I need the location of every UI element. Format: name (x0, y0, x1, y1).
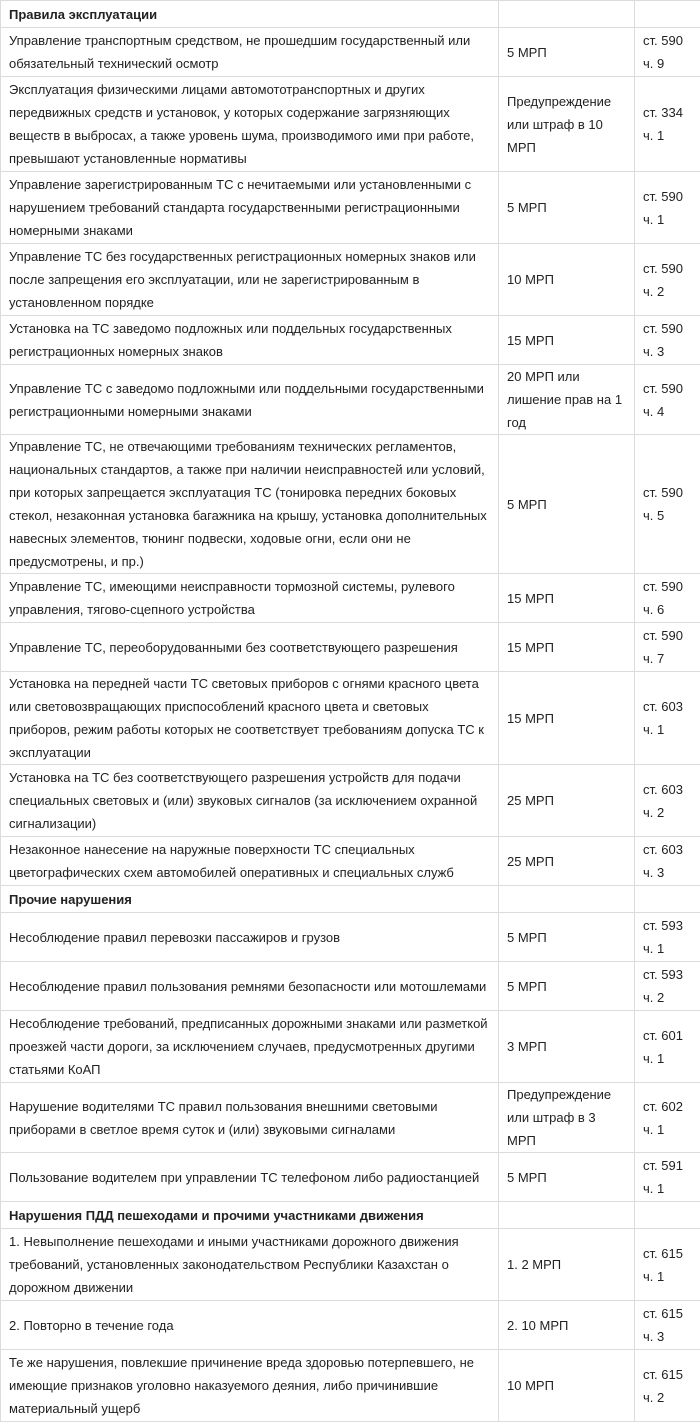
violation-description: Незаконное нанесение на наружные поверхности ТС специальных цветографических схем автомобилей оперативных и специальных служб (1, 837, 499, 886)
violation-description: Несоблюдение требований, предписанных дорожными знаками или разметкой проезжей части дороги, за исключением случаев, предусмотренных другими статьями КоАП (1, 1011, 499, 1083)
penalty-amount: 15 МРП (499, 574, 635, 623)
violation-description: 1. Невыполнение пешеходами и иными участниками дорожного движения требований, установленных законодательством Республики Казахстан о дорожном движении (1, 1229, 499, 1301)
table-row (1, 623, 700, 672)
empty-cell (635, 886, 700, 913)
article-reference: ст. 615 ч. 2 (635, 1350, 700, 1422)
article-reference: ст. 590 ч. 1 (635, 172, 700, 244)
penalty-amount: 10 МРП (499, 1350, 635, 1422)
penalty-amount: 5 МРП (499, 962, 635, 1011)
article-reference: ст. 590 ч. 5 (635, 435, 700, 574)
article-reference: ст. 603 ч. 3 (635, 837, 700, 886)
violation-description: Установка на ТС заведомо подложных или поддельных государственных регистрационных номерных знаков (1, 316, 499, 365)
table-row (1, 244, 700, 316)
penalty-amount: 2. 10 МРП (499, 1301, 635, 1350)
table-row (1, 1083, 700, 1153)
violation-description: Управление зарегистрированным ТС с нечитаемыми или установленными с нарушением требований стандарта государственными регистрационными номерными знаками (1, 172, 499, 244)
section-header-row (1, 886, 700, 913)
violation-description: Управление транспортным средством, не прошедшим государственный или обязательный технический осмотр (1, 28, 499, 77)
table-row (1, 1301, 700, 1350)
table-row (1, 316, 700, 365)
table-row (1, 574, 700, 623)
penalty-amount: 25 МРП (499, 765, 635, 837)
penalty-amount: 15 МРП (499, 623, 635, 672)
empty-cell (499, 1202, 635, 1229)
section-title: Прочие нарушения (1, 886, 499, 913)
article-reference: ст. 603 ч. 1 (635, 672, 700, 765)
table-row (1, 172, 700, 244)
article-reference: ст. 590 ч. 6 (635, 574, 700, 623)
table-row (1, 1153, 700, 1202)
table-row (1, 28, 700, 77)
violation-description: Управление ТС без государственных регистрационных номерных знаков или после запрещения его эксплуатации, или не зарегистрированным в установленном порядке (1, 244, 499, 316)
penalty-amount: 5 МРП (499, 28, 635, 77)
penalty-amount: 15 МРП (499, 316, 635, 365)
violation-description: Установка на передней части ТС световых приборов с огнями красного цвета или световозвращающих приспособлений красного цвета и световых приборов, режим работы которых не соответствует требованиям допуска ТС к эксплуатации (1, 672, 499, 765)
empty-cell (499, 886, 635, 913)
section-title: Правила эксплуатации (1, 1, 499, 28)
empty-cell (635, 1202, 700, 1229)
article-reference: ст. 590 ч. 2 (635, 244, 700, 316)
table-row (1, 1011, 700, 1083)
penalty-amount: 25 МРП (499, 837, 635, 886)
article-reference: ст. 334 ч. 1 (635, 77, 700, 172)
table-row (1, 77, 700, 172)
section-header-row (1, 1202, 700, 1229)
penalty-amount: 10 МРП (499, 244, 635, 316)
section-title: Нарушения ПДД пешеходами и прочими участниками движения (1, 1202, 499, 1229)
article-reference: ст. 590 ч. 9 (635, 28, 700, 77)
violation-description: Нарушение водителями ТС правил пользования внешними световыми приборами в светлое время суток и (или) звуковыми сигналами (1, 1083, 499, 1153)
table-row (1, 765, 700, 837)
violation-description: 2. Повторно в течение года (1, 1301, 499, 1350)
table-row (1, 837, 700, 886)
violation-description: Управление ТС с заведомо подложными или поддельными государственными регистрационными номерными знаками (1, 365, 499, 435)
violation-description: Управление ТС, не отвечающими требованиям технических регламентов, национальных стандартов, а также при наличии неисправностей или условий, при которых запрещается эксплуатация ТС (тонировка передних боковых стекол, незаконная установка багажника на крышу, установка дополнительных навесных элементов, тюнинг подвески, ходовые огни, если они не предусмотрены, и пр.) (1, 435, 499, 574)
violation-description: Управление ТС, переоборудованными без соответствующего разрешения (1, 623, 499, 672)
article-reference: ст. 590 ч. 3 (635, 316, 700, 365)
table-row (1, 913, 700, 962)
article-reference: ст. 593 ч. 1 (635, 913, 700, 962)
table-row (1, 365, 700, 435)
penalty-amount: Предупреждение или штраф в 10 МРП (499, 77, 635, 172)
violation-description: Пользование водителем при управлении ТС телефоном либо радиостанцией (1, 1153, 499, 1202)
violation-description: Несоблюдение правил перевозки пассажиров и грузов (1, 913, 499, 962)
penalty-amount: Предупреждение или штраф в 3 МРП (499, 1083, 635, 1153)
penalty-amount: 5 МРП (499, 913, 635, 962)
table-row (1, 435, 700, 574)
table-row (1, 1229, 700, 1301)
article-reference: ст. 602 ч. 1 (635, 1083, 700, 1153)
article-reference: ст. 615 ч. 1 (635, 1229, 700, 1301)
violation-description: Установка на ТС без соответствующего разрешения устройств для подачи специальных световых и (или) звуковых сигналов (за исключением охранной сигнализации) (1, 765, 499, 837)
violation-description: Несоблюдение правил пользования ремнями безопасности или мотошлемами (1, 962, 499, 1011)
article-reference: ст. 603 ч. 2 (635, 765, 700, 837)
article-reference: ст. 590 ч. 7 (635, 623, 700, 672)
empty-cell (499, 1, 635, 28)
table-row (1, 672, 700, 765)
penalty-amount: 15 МРП (499, 672, 635, 765)
article-reference: ст. 615 ч. 3 (635, 1301, 700, 1350)
violation-description: Управление ТС, имеющими неисправности тормозной системы, рулевого управления, тягово-сцепного устройства (1, 574, 499, 623)
violation-description: Те же нарушения, повлекшие причинение вреда здоровью потерпевшего, не имеющие признаков уголовно наказуемого деяния, либо причинившие материальный ущерб (1, 1350, 499, 1422)
article-reference: ст. 591 ч. 1 (635, 1153, 700, 1202)
penalty-amount: 5 МРП (499, 172, 635, 244)
penalty-amount: 3 МРП (499, 1011, 635, 1083)
penalty-amount: 20 МРП или лишение прав на 1 год (499, 365, 635, 435)
fines-table-body (1, 1, 700, 1422)
penalty-amount: 5 МРП (499, 1153, 635, 1202)
section-header-row (1, 1, 700, 28)
empty-cell (635, 1, 700, 28)
article-reference: ст. 601 ч. 1 (635, 1011, 700, 1083)
article-reference: ст. 590 ч. 4 (635, 365, 700, 435)
article-reference: ст. 593 ч. 2 (635, 962, 700, 1011)
violation-description: Эксплуатация физическими лицами автомототранспортных и других передвижных средств и установок, у которых содержание загрязняющих веществ в выбросах, а также уровень шума, производимого ими при работе, превышают установленные нормативы (1, 77, 499, 172)
penalty-amount: 1. 2 МРП (499, 1229, 635, 1301)
table-row (1, 962, 700, 1011)
table-row (1, 1350, 700, 1422)
penalty-amount: 5 МРП (499, 435, 635, 574)
